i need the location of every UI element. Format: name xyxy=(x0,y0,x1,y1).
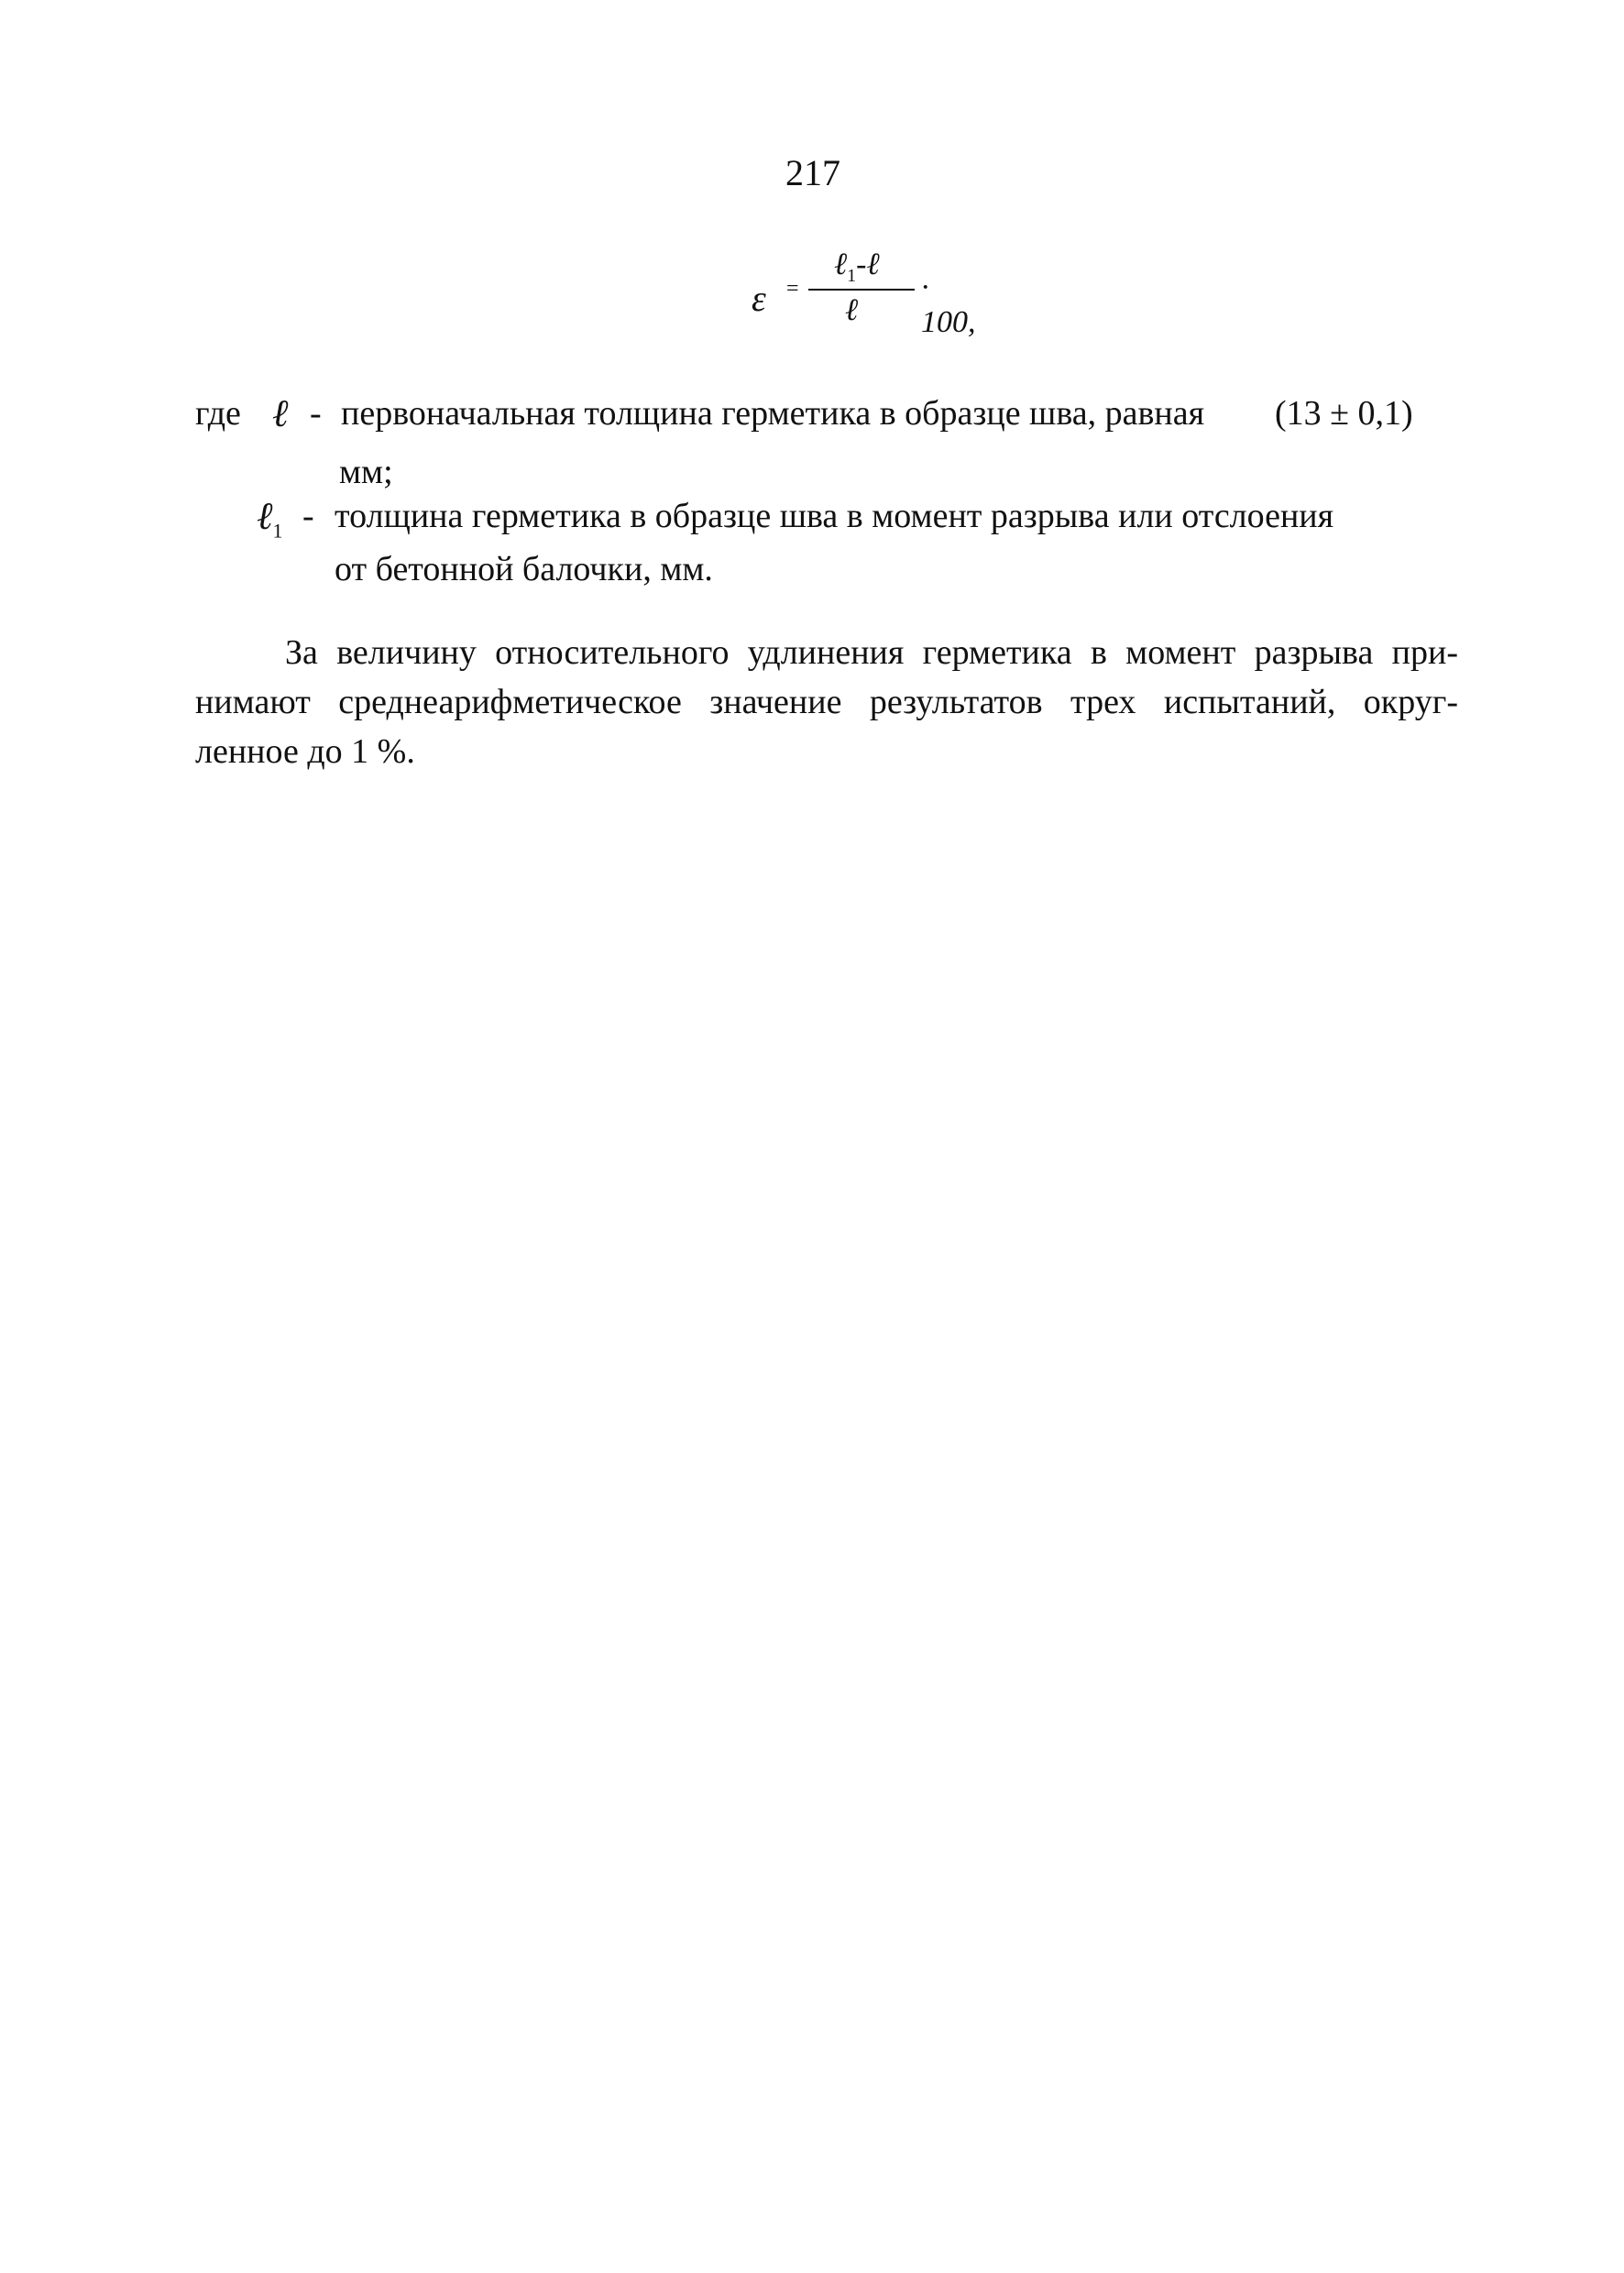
definition-dash: - xyxy=(310,394,322,433)
body-paragraph xyxy=(195,628,1458,776)
definition-l1-text-continued: от бетонной балочки, мм. xyxy=(335,550,713,588)
definition-l-value: (13 ± 0,1) xyxy=(1275,394,1413,433)
definition-l1-text: толщина герметика в образце шва в момент разрыва или отслоения xyxy=(335,497,1334,535)
where-label: где xyxy=(195,394,241,433)
page-number: 217 xyxy=(785,152,840,193)
paragraph-line: ленное до 1 %. xyxy=(195,732,415,771)
formula-numerator: ℓ$_1$-ℓ xyxy=(834,247,880,286)
definition-l-unit: мм; xyxy=(339,453,393,491)
definition-dash: - xyxy=(302,497,314,535)
symbol-l1: ℓ$_1$ xyxy=(257,496,283,543)
formula xyxy=(752,247,990,348)
paragraph-line: За величину относительного удлинения герметика в момент разрыва при- xyxy=(285,633,1458,672)
fraction-bar xyxy=(808,289,915,291)
formula-equals: = xyxy=(786,277,799,301)
paragraph-line: нимают среднеарифметическое значение результатов трех испытаний, округ- xyxy=(195,683,1458,721)
formula-multiplier: · 100, xyxy=(921,270,976,339)
definition-l-text: первоначальная толщина герметика в образце шва, равная xyxy=(341,394,1205,433)
symbol-l: ℓ xyxy=(272,393,289,435)
formula-epsilon: ε xyxy=(752,278,766,319)
formula-denominator: ℓ xyxy=(845,293,859,327)
